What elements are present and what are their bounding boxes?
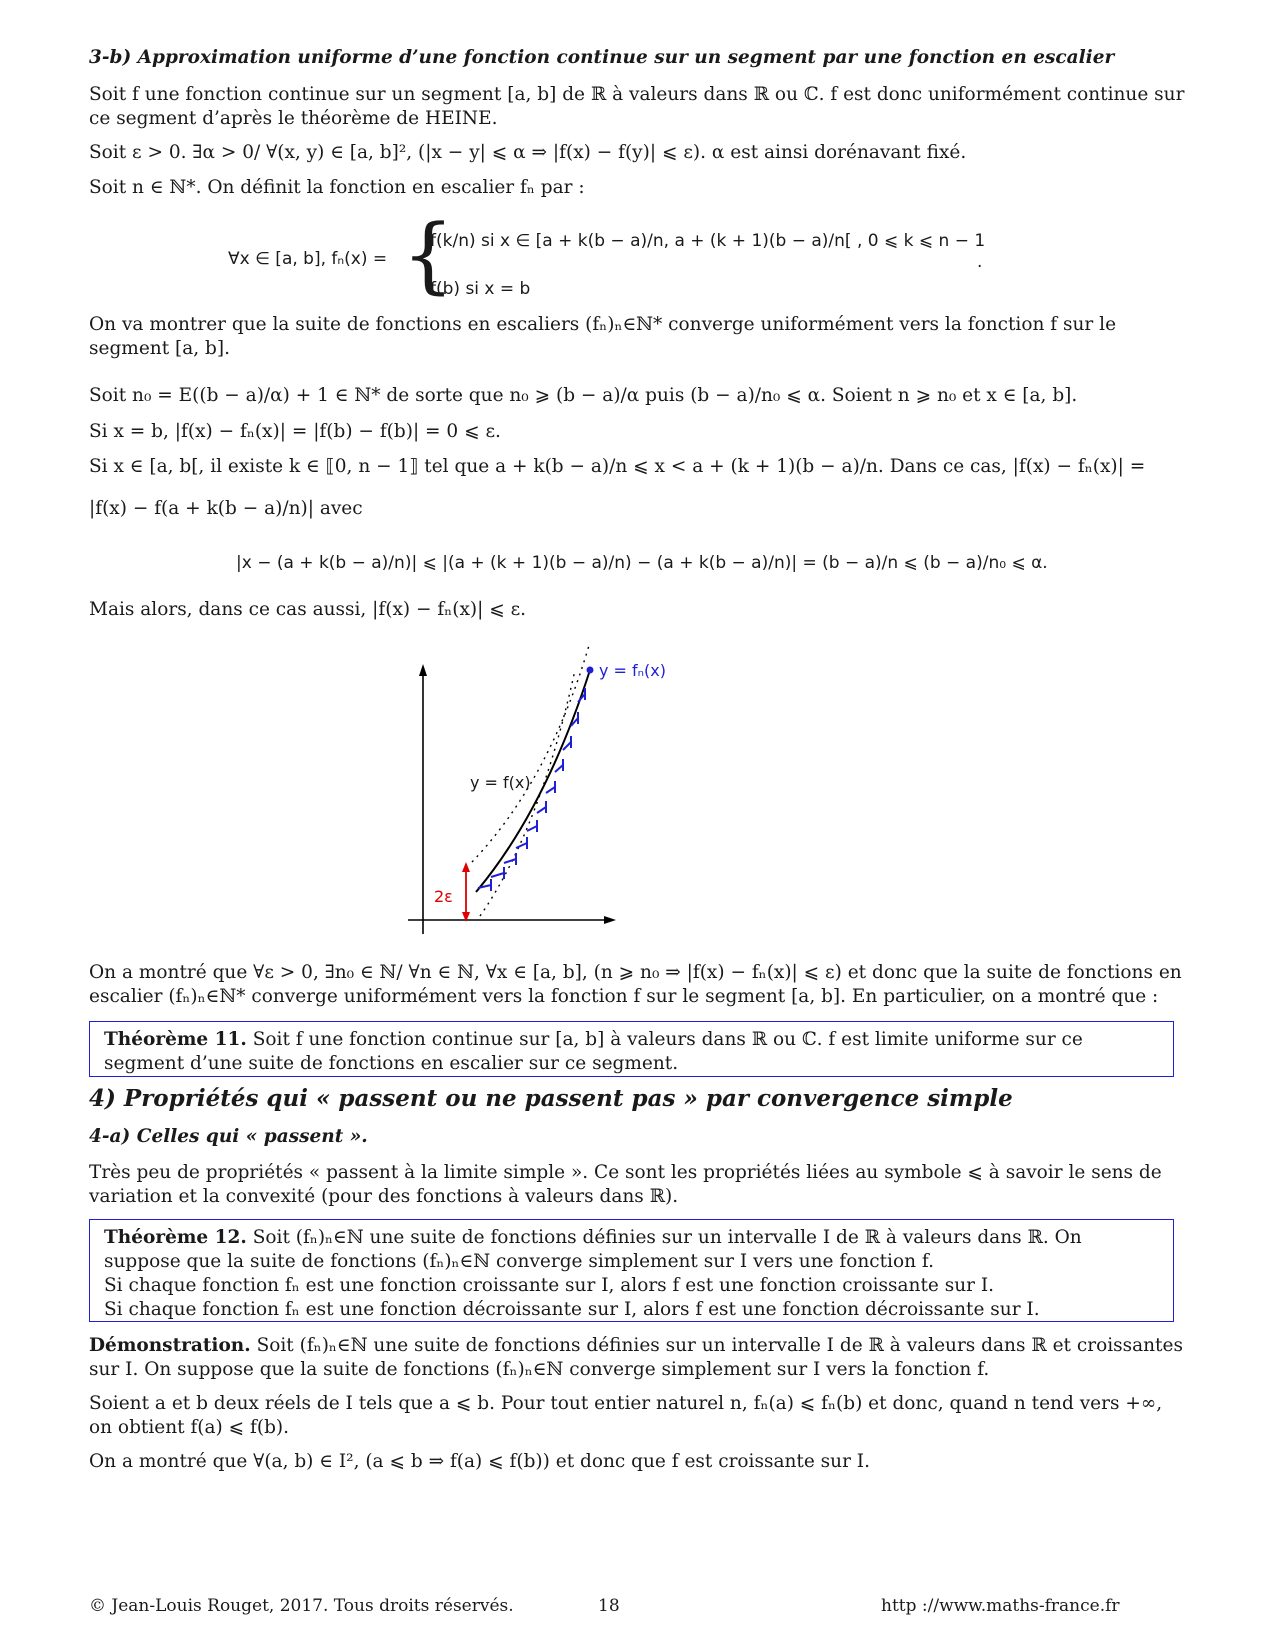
theorem-12-line-3: Si chaque fonction fₙ est une fonction décroissante sur I, alors f est une fonction décroissante sur I. — [104, 1299, 1040, 1320]
epsilon-label: 2ε — [434, 887, 453, 906]
fn-curve-label: y = fₙ(x) — [599, 661, 667, 680]
demonstration-label: Démonstration. — [89, 1335, 251, 1356]
section-3b-title: 3-b) Approximation uniforme d’une fonction continue sur un segment par une fonction en escalier — [89, 47, 1115, 68]
footer-url[interactable]: http ://www.maths-france.fr — [881, 1596, 1120, 1616]
step-mark — [537, 801, 546, 813]
paragraph-goal: On va montrer que la suite de fonctions en escaliers (fₙ)ₙ∈ℕ* converge uniformément vers la fonction f sur le segment [a, b]. — [89, 314, 1117, 359]
y-axis-arrow — [419, 664, 427, 676]
definition-brace: { — [402, 208, 455, 303]
paragraph-uniform-convergence: On a montré que ∀ε > 0, ∃n₀ ∈ ℕ/ ∀n ∈ ℕ, ∀x ∈ [a, b], (n ⩾ n₀ ⇒ |f(x) − fₙ(x)| ⩽ ε) et donc que la suite de fonctions en escalier (fₙ)ₙ∈ℕ* converge uniformément vers la fonction f sur le segment [a, b]. En particulier, on a montré que : — [89, 962, 1182, 1007]
footer-page-number: 18 — [598, 1596, 620, 1616]
step-mark — [527, 820, 537, 832]
theorem-12-box — [89, 1219, 1174, 1322]
theorem-11-label: Théorème 11. — [104, 1029, 247, 1050]
fn-endpoint-dot — [587, 667, 594, 674]
step-mark — [491, 867, 504, 879]
footer-copyright: © Jean-Louis Rouget, 2017. Tous droits réservés. — [89, 1596, 514, 1616]
theorem-11-text: Soit f une fonction continue sur [a, b] à valeurs dans ℝ ou ℂ. f est limite uniforme sur ce segment d’une suite de fonctions en escalier sur ce segment. — [104, 1029, 1083, 1074]
paragraph-limit-properties: Très peu de propriétés « passent à la limite simple ». Ce sont les propriétés liées au symbole ⩽ à savoir le sens de variation et la convexité (pour des fonctions à valeurs dans ℝ). — [89, 1162, 1162, 1207]
lower-band-curve — [480, 670, 575, 916]
step-mark — [546, 781, 555, 793]
paragraph-conclusion-case: Mais alors, dans ce cas aussi, |f(x) − fₙ(x)| ⩽ ε. — [89, 599, 527, 620]
section-4a-title: 4-a) Celles qui « passent ». — [89, 1126, 368, 1147]
epsilon-arrow-head-top — [462, 862, 470, 872]
x-axis-arrow — [604, 916, 616, 924]
paragraph-define-fn: Soit n ∈ ℕ*. On définit la fonction en escalier fₙ par : — [89, 177, 585, 198]
theorem-12-label: Théorème 12. — [104, 1227, 247, 1248]
definition-lhs: ∀x ∈ [a, b], fₙ(x) = — [228, 249, 388, 269]
step-mark — [516, 837, 527, 849]
demonstration-text: Soit (fₙ)ₙ∈ℕ une suite de fonctions définies sur un intervalle I de ℝ à valeurs dans ℝ et croissantes sur I. On suppose que la suite de fonctions (fₙ)ₙ∈ℕ converge simplement sur I vers la fonction f. — [89, 1335, 1183, 1380]
paragraph-monotone-conclusion: On a montré que ∀(a, b) ∈ I², (a ⩽ b ⇒ f(a) ⩽ f(b)) et donc que f est croissante sur I. — [89, 1451, 870, 1472]
step-mark — [504, 853, 516, 865]
demonstration-paragraph — [89, 1334, 1185, 1382]
paragraph-n0: Soit n₀ = E((b − a)/α) + 1 ∈ ℕ* de sorte que n₀ ⩾ (b − a)/α puis (b − a)/n₀ ⩽ α. Soient n ⩾ n₀ et x ∈ [a, b]. — [89, 385, 1078, 406]
definition-case-2: f(b) si x = b — [430, 279, 531, 299]
theorem-11-box — [89, 1021, 1174, 1077]
display-inequality: |x − (a + k(b − a)/n)| ⩽ |(a + (k + 1)(b − a)/n) − (a + k(b − a)/n)| = (b − a)/n ⩽ (b − a)/n₀ ⩽ α. — [236, 553, 1048, 573]
definition-case-1: f(k/n) si x ∈ [a + k(b − a)/n, a + (k + 1)(b − a)/n[ , 0 ⩽ k ⩽ n − 1 — [430, 231, 986, 251]
definition-end-dot: . — [977, 252, 983, 272]
paragraph-difference: |f(x) − f(a + k(b − a)/n)| avec — [89, 498, 363, 519]
approximation-figure — [400, 630, 667, 940]
theorem-12-line-2: Si chaque fonction fₙ est une fonction croissante sur I, alors f est une fonction croissante sur I. — [104, 1275, 995, 1296]
paragraph-uniform-continuity: Soit f une fonction continue sur un segment [a, b] de ℝ à valeurs dans ℝ ou ℂ. f est donc uniformément continue sur ce segment d’après le théorème de HEINE. — [89, 84, 1185, 129]
paragraph-case-x-eq-b: Si x = b, |f(x) − fₙ(x)| = |f(b) − f(b)| = 0 ⩽ ε. — [89, 421, 501, 442]
paragraph-a-le-b: Soient a et b deux réels de I tels que a ⩽ b. Pour tout entier naturel n, fₙ(a) ⩽ fₙ(b) et donc, quand n tend vers +∞, on obtient f(a) ⩽ f(b). — [89, 1393, 1163, 1438]
paragraph-epsilon-alpha: Soit ε > 0. ∃α > 0/ ∀(x, y) ∈ [a, b]², (|x − y| ⩽ α ⇒ |f(x) − f(y)| ⩽ ε). α est ainsi dorénavant fixé. — [89, 142, 967, 163]
theorem-12-line-1: Soit (fₙ)ₙ∈ℕ une suite de fonctions définies sur un intervalle I de ℝ à valeurs dans ℝ. On suppose que la suite de fonctions (fₙ)ₙ∈ℕ converge simplement sur I vers une fonction f. — [104, 1227, 1082, 1272]
f-curve-label: y = f(x) — [470, 773, 531, 792]
paragraph-case-x-in-interval: Si x ∈ [a, b[, il existe k ∈ ⟦0, n − 1⟧ tel que a + k(b − a)/n ⩽ x < a + (k + 1)(b − a)/n. Dans ce cas, |f(x) − fₙ(x)| = — [89, 456, 1146, 477]
section-4-title: 4) Propriétés qui « passent ou ne passent pas » par convergence simple — [89, 1085, 1013, 1112]
